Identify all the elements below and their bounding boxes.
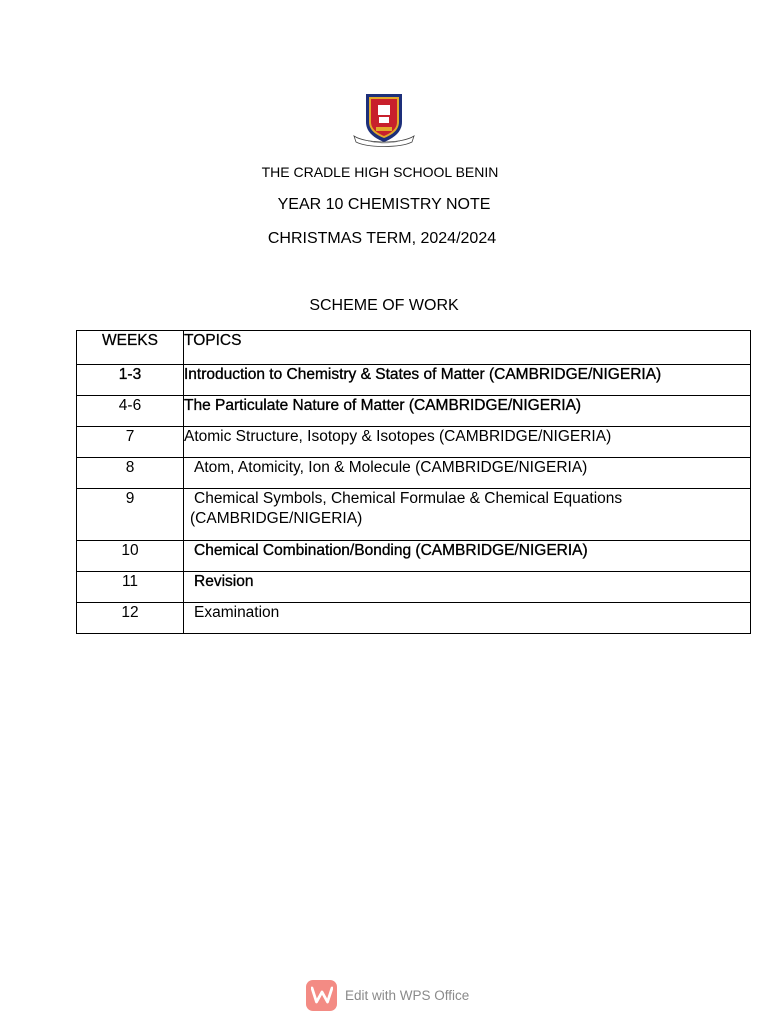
school-crest-icon	[352, 92, 416, 150]
week-cell: 10	[77, 541, 184, 572]
topic-cell: Chemical Combination/Bonding (CAMBRIDGE/NIGERIA)	[184, 541, 751, 572]
table-row	[77, 603, 751, 634]
table-row	[77, 458, 751, 489]
topic-cell: Atom, Atomicity, Ion & Molecule (CAMBRIDGE/NIGERIA)	[184, 458, 751, 489]
topic-cell: Introduction to Chemistry & States of Matter (CAMBRIDGE/NIGERIA)	[184, 365, 751, 396]
topic-cell: Revision	[184, 572, 751, 603]
table-row	[77, 572, 751, 603]
topic-line-1: Chemical Symbols, Chemical Formulae & Chemical Equations	[194, 490, 623, 507]
week-cell: 4-6	[77, 396, 184, 427]
week-cell: 1-3	[77, 365, 184, 396]
scheme-of-work-table	[76, 330, 751, 634]
table-row	[77, 365, 751, 396]
topic-line-2: (CAMBRIDGE/NIGERIA)	[190, 510, 363, 527]
edit-with-wps-button[interactable]	[306, 979, 469, 1011]
week-cell: 11	[77, 572, 184, 603]
weeks-header: WEEKS	[77, 331, 184, 365]
section-title: SCHEME OF WORK	[309, 297, 459, 314]
note-title: YEAR 10 CHEMISTRY NOTE	[277, 196, 491, 213]
table-row	[77, 427, 751, 458]
topic-cell: Atomic Structure, Isotopy & Isotopes (CAMBRIDGE/NIGERIA)	[184, 427, 751, 458]
wps-label: Edit with WPS Office	[345, 987, 470, 1003]
wps-logo-icon	[306, 980, 337, 1011]
topic-cell: Examination	[184, 603, 751, 634]
table-row	[77, 489, 751, 541]
topic-cell: The Particulate Nature of Matter (CAMBRIDGE/NIGERIA)	[184, 396, 751, 427]
week-cell: 9	[77, 489, 184, 541]
table-row	[77, 396, 751, 427]
term-title: CHRISTMAS TERM, 2024/2024	[267, 230, 497, 247]
week-cell: 7	[77, 427, 184, 458]
week-cell: 12	[77, 603, 184, 634]
topics-header: TOPICS	[184, 331, 751, 365]
table-row	[77, 541, 751, 572]
week-cell: 8	[77, 458, 184, 489]
table-header-row	[77, 331, 751, 365]
topic-cell	[184, 489, 751, 541]
school-name: THE CRADLE HIGH SCHOOL BENIN	[261, 164, 499, 180]
